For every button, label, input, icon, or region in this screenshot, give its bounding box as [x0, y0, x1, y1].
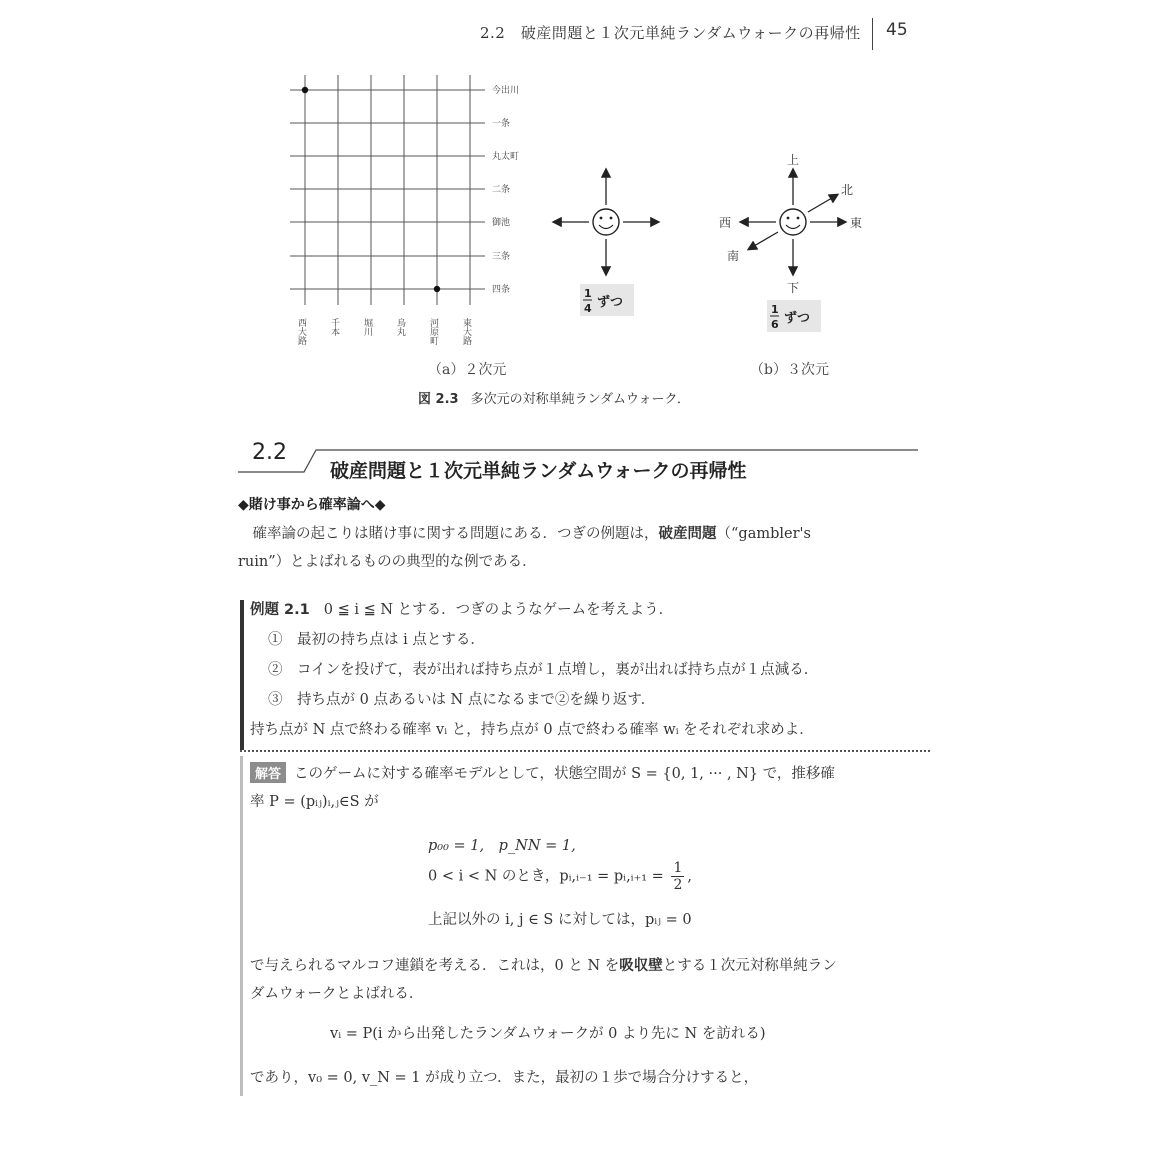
street-label: 三条: [492, 252, 511, 262]
dir-down-label: 下: [787, 281, 800, 295]
smiley-icon: [780, 209, 806, 235]
example-question: 持ち点が N 点で終わる確率 vᵢ と，持ち点が 0 点で終わる確率 wᵢ をそれぞれ求めよ．: [250, 722, 814, 738]
grid-point-end: [434, 286, 440, 292]
dir-south-label: 南: [727, 249, 740, 263]
svg-text:6: 6: [771, 318, 779, 331]
solution-line-5: であり，v₀ = 0, v_N = 1 が成り立つ．また，最初の１歩で場合分けすると，: [250, 1070, 759, 1086]
running-title: 2.2 破産問題と１次元単純ランダムウォークの再帰性: [480, 24, 861, 42]
solution-line-1: 解答 このゲームに対する確率モデルとして，状態空間が S = {0, 1, ··· , N} で，推移確: [250, 762, 835, 783]
grid-right-labels: [492, 84, 519, 295]
walker-3d: [719, 152, 862, 332]
header-divider: [872, 18, 873, 50]
street-label: 河原町: [428, 318, 438, 345]
example-label: 例題 2.1: [250, 602, 310, 618]
svg-text:1: 1: [584, 287, 592, 300]
street-label: 御池: [492, 218, 511, 228]
equation-4: vᵢ = P(i から出発したランダムウォークが 0 より先に N を訪れる): [330, 1026, 766, 1042]
caption-text: 多次元の対称単純ランダムウォーク．: [470, 392, 691, 407]
street-label: 今出川: [492, 86, 520, 96]
caption-label: 図 2.3: [418, 392, 459, 407]
example-side-bar: [240, 600, 244, 750]
running-header: [480, 18, 910, 48]
subsection-title: ◆賭け事から確率論へ◆: [238, 497, 386, 513]
street-label: 烏丸: [395, 318, 405, 336]
solution-line-3: で与えられるマルコフ連鎖を考える．これは，0 と N を吸収壁とする１次元対称単純ラン: [250, 957, 837, 974]
svg-text:ずつ: ずつ: [784, 311, 811, 326]
subcaption-a: （a）２次元: [428, 362, 507, 378]
term-gamblers-ruin: 破産問題: [658, 525, 717, 542]
street-label: 丸太町: [492, 152, 520, 162]
arrow-north: [808, 195, 837, 212]
dir-north-label: 北: [841, 183, 854, 197]
equation-3: 上記以外の i, j ∈ S に対しては，pᵢⱼ = 0: [428, 912, 692, 928]
dir-west-label: 西: [719, 216, 732, 230]
grid-point-start: [302, 87, 308, 93]
solution-line-2: 率 P = (pᵢⱼ)ᵢ,ⱼ∈S が: [250, 794, 379, 810]
dir-up-label: 上: [787, 153, 800, 167]
intro-line-1: 確率論の起こりは賭け事に関する問題にある．つぎの例題は，破産問題（“gambler's: [252, 525, 811, 542]
street-label: 千本: [329, 318, 339, 336]
equation-1: p₀₀ = 1, p_NN = 1,: [428, 838, 576, 854]
svg-text:ずつ: ずつ: [597, 295, 624, 310]
solution-line-4: ダムウォークとよばれる．: [250, 986, 424, 1002]
example-step-1: ① 最初の持ち点は i 点とする．: [268, 632, 485, 648]
fraction-one-half: $\frac{1}{2}$: [673, 860, 683, 893]
svg-text:4: 4: [584, 302, 592, 315]
term-absorbing-barrier: 吸収壁: [619, 957, 663, 974]
street-label: 西大路: [296, 318, 306, 345]
smiley-icon: [593, 209, 619, 235]
section-heading: [238, 436, 918, 486]
street-grid: [290, 75, 485, 305]
street-label: 東大路: [461, 318, 471, 345]
section-title: 破産問題と１次元単純ランダムウォークの再帰性: [330, 460, 747, 482]
example-step-2: ② コインを投げて，表が出れば持ち点が１点増し，裏が出れば持ち点が１点減る．: [268, 662, 819, 678]
example-intro-line: 例題 2.1 0 ≦ i ≦ N とする．つぎのようなゲームを考えよう．: [250, 602, 674, 618]
intro-line-2: ruin”）とよばれるものの典型的な例である．: [238, 554, 537, 570]
figure-2-3: [230, 60, 930, 420]
figure-caption: [418, 388, 690, 407]
grid-bottom-labels: [296, 317, 472, 346]
solution-badge: 解答: [250, 762, 286, 783]
dotted-divider: [240, 750, 930, 752]
subcaption-b: （b）３次元: [750, 362, 829, 378]
street-label: 二条: [492, 185, 511, 195]
street-label: 堀川: [362, 318, 372, 336]
intro-paragraph: [238, 520, 918, 576]
svg-text:1: 1: [771, 303, 779, 316]
dir-east-label: 東: [850, 216, 863, 230]
walker-2d: [554, 170, 658, 316]
equation-2: 0 < i < N のとき，pᵢ,ᵢ₋₁ = pᵢ,ᵢ₊₁ = $\frac{1}{2}$ ,: [428, 860, 692, 893]
solution-side-bar: [240, 756, 243, 1096]
example-step-3: ③ 持ち点が 0 点あるいは N 点になるまで②を繰り返す．: [268, 692, 656, 708]
arrow-south: [749, 232, 778, 249]
page-number: 45: [886, 20, 908, 40]
street-label: 四条: [492, 285, 511, 295]
section-number: 2.2: [252, 440, 287, 465]
street-label: 一条: [492, 119, 511, 129]
